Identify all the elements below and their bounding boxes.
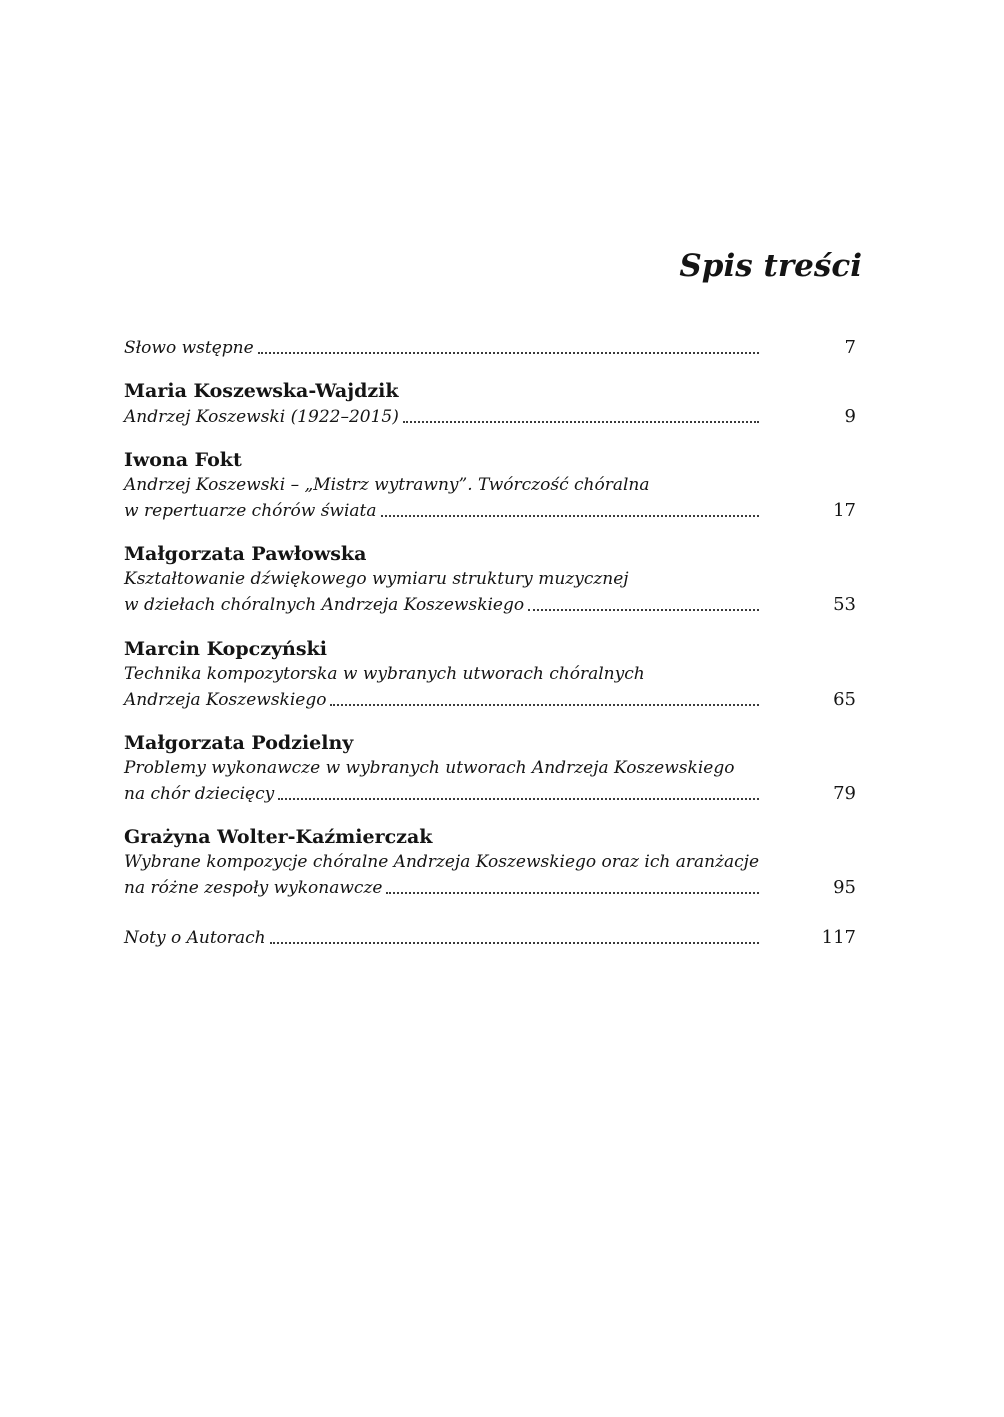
toc-line — [124, 498, 856, 523]
entry-author: Małgorzata Pawłowska — [124, 543, 367, 565]
toc-entry-preface[interactable] — [124, 335, 856, 360]
entry-author: Iwona Fokt — [124, 449, 242, 471]
entry-title-line: Andrzej Koszewski – „Mistrz wytrawny”. Twórczość chóralna — [124, 475, 650, 495]
toc-entry-fokt[interactable] — [124, 447, 856, 523]
page-number: 95 — [833, 877, 856, 898]
entry-title-line: Wybrane kompozycje chóralne Andrzeja Koszewskiego oraz ich aranżacje — [124, 852, 760, 872]
toc-line — [124, 335, 856, 360]
page-number: 17 — [833, 500, 856, 521]
page-title: Spis treści — [679, 248, 862, 284]
toc-entry-podzielny[interactable] — [124, 730, 856, 806]
dot-leader — [278, 796, 759, 800]
toc-line — [124, 687, 856, 712]
page-number: 9 — [844, 406, 856, 427]
toc-entry-kopczynski[interactable] — [124, 636, 856, 712]
entry-title: w repertuarze chórów świata — [124, 501, 377, 521]
toc-entry-wolter-kazmierczak[interactable] — [124, 824, 856, 900]
entry-title: na różne zespoły wykonawcze — [124, 878, 383, 898]
toc-line — [124, 925, 856, 950]
entry-title-line: Technika kompozytorska w wybranych utworach chóralnych — [124, 664, 645, 684]
toc-entry-pawlowska[interactable] — [124, 541, 856, 617]
page-number: 65 — [833, 689, 856, 710]
toc-entry-author-notes[interactable] — [124, 925, 856, 950]
entry-title: Andrzej Koszewski (1922–2015) — [124, 407, 399, 427]
dot-leader — [381, 513, 759, 517]
entry-title: Słowo wstępne — [124, 338, 254, 358]
dot-leader — [258, 350, 759, 354]
dot-leader — [403, 419, 759, 423]
entry-title: Andrzeja Koszewskiego — [124, 690, 327, 710]
entry-title-line: Kształtowanie dźwiękowego wymiaru struktury muzycznej — [124, 569, 629, 589]
entry-title: w dziełach chóralnych Andrzeja Koszewskiego — [124, 595, 525, 615]
dot-leader — [386, 890, 759, 894]
page-number: 117 — [821, 927, 856, 948]
dot-leader — [270, 940, 759, 944]
entry-title: na chór dziecięcy — [124, 784, 275, 804]
entry-author: Grażyna Wolter-Kaźmierczak — [124, 826, 433, 848]
toc-line — [124, 781, 856, 806]
entry-title: Noty o Autorach — [124, 928, 266, 948]
page-number: 53 — [833, 594, 856, 615]
page-number: 79 — [833, 783, 856, 804]
toc-entry-koszewska-wajdzik[interactable] — [124, 378, 856, 429]
toc-line — [124, 404, 856, 429]
dot-leader — [528, 607, 759, 611]
entry-author: Marcin Kopczyński — [124, 638, 327, 660]
dot-leader — [330, 702, 759, 706]
entry-author: Maria Koszewska-Wajdzik — [124, 380, 399, 402]
toc-line — [124, 875, 856, 900]
entry-title-line: Problemy wykonawcze w wybranych utworach Andrzeja Koszewskiego — [124, 758, 735, 778]
toc-line — [124, 592, 856, 617]
entry-author: Małgorzata Podzielny — [124, 732, 354, 754]
page-number: 7 — [844, 337, 856, 358]
